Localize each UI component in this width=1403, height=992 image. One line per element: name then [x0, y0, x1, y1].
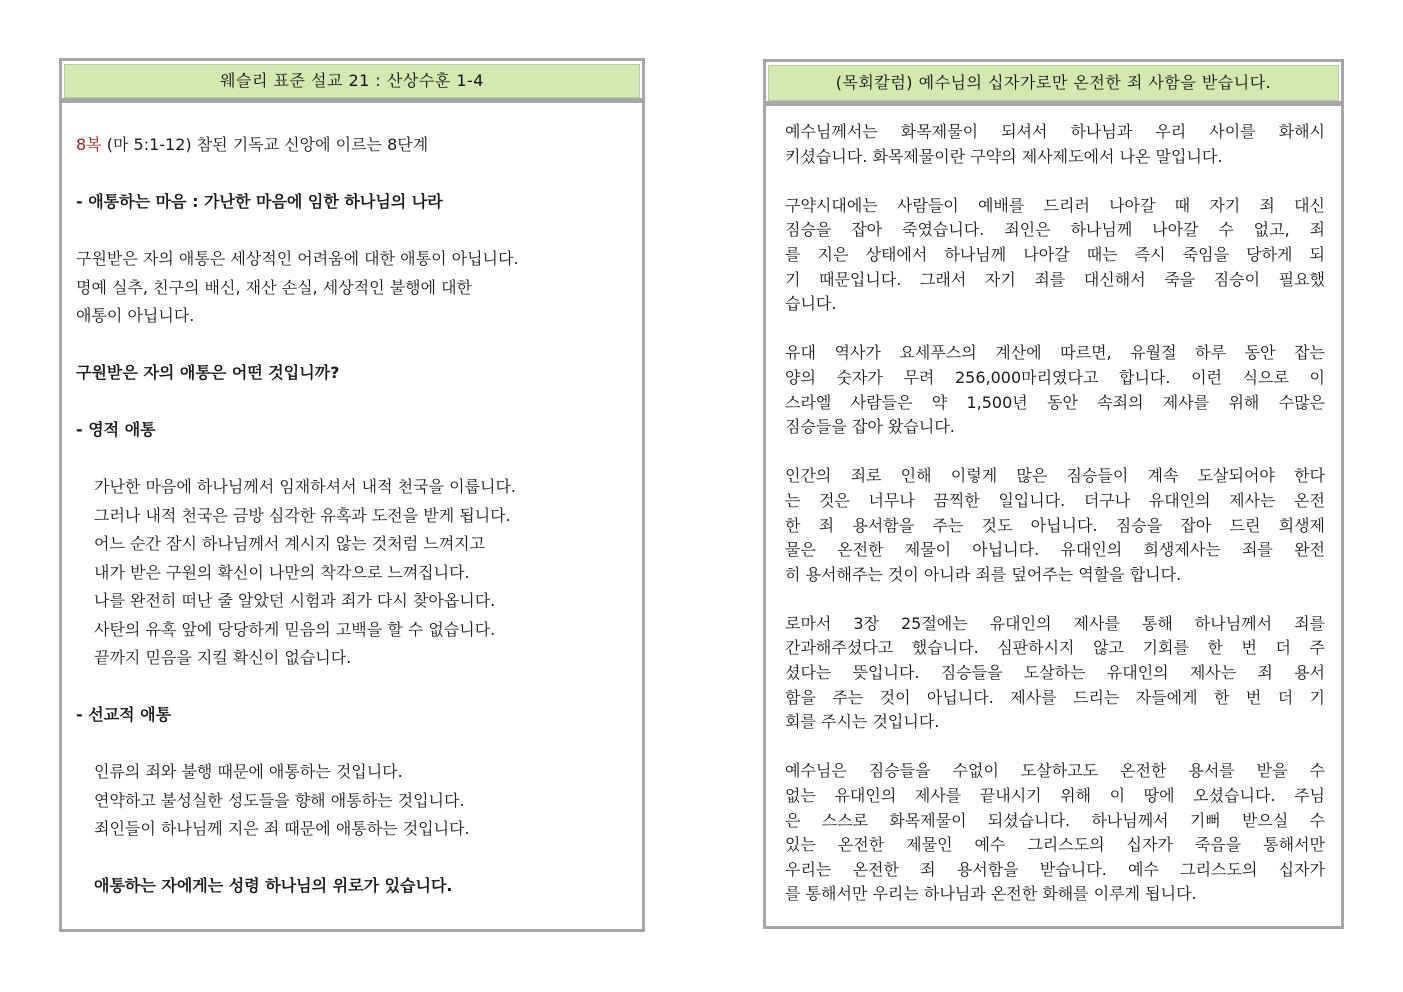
body-line: 그러나 내적 천국은 금방 심각한 유혹과 도전을 받게 됩니다.	[94, 505, 511, 525]
body-line: 죄인들이 하나님께 지은 죄 때문에 애통하는 것입니다.	[94, 819, 470, 838]
right-panel-body	[785, 120, 1325, 932]
question-heading: 구원받은 자의 애통은 어떤 것입니까?	[76, 363, 340, 382]
column-line: 셨다는 뜻입니다. 짐승들을 도살하는 유대인의 제사는 죄 용서	[785, 663, 1325, 683]
column-paragraph	[785, 120, 1325, 169]
body-line: 애통이 아닙니다.	[76, 306, 195, 325]
column-line: 함을 주는 것이 아닙니다. 제사를 드리는 자들에게 한 번 더 기	[785, 687, 1325, 707]
column-line: 인간의 죄로 인해 이렇게 많은 짐승들이 계속 도살되어야 한다	[785, 466, 1325, 486]
column-line: 예수님은 짐승들을 수없이 도살하고도 온전한 용서를 받을 수	[785, 761, 1325, 781]
right-title-divider	[766, 101, 1341, 106]
column-paragraph	[785, 759, 1325, 907]
column-line: 를 통해서만 우리는 하나님과 온전한 화해를 이루게 됩니다.	[785, 884, 1197, 904]
body-line: 사탄의 유혹 앞에 당당하게 믿음의 고백을 할 수 없습니다.	[94, 619, 496, 639]
body-line: 연약하고 불성실한 성도들을 향해 애통하는 것입니다.	[94, 790, 465, 810]
column-line: 우리는 온전한 죄 용서함을 받습니다. 예수 그리스도의 십자가	[785, 859, 1325, 879]
body-line: 명예 실추, 친구의 배신, 재산 손실, 세상적인 불행에 대한	[76, 277, 472, 297]
conclusion-line: 애통하는 자에게는 성령 하나님의 위로가 있습니다.	[94, 876, 453, 895]
column-line: 은 스스로 화목제물이 되셨습니다. 하나님께서 기뻐 받으실 수	[785, 810, 1325, 830]
body-line: 구원받은 자의 애통은 세상적인 어려움에 대한 애통이 아닙니다.	[76, 249, 519, 268]
column-line: 키셨습니다. 화목제물이란 구약의 제사제도에서 나온 말입니다.	[785, 146, 1223, 166]
column-line: 짐승들을 잡아 왔습니다.	[785, 417, 955, 437]
column-paragraph	[785, 612, 1325, 735]
section-heading-spiritual: - 영적 애통	[76, 420, 156, 439]
beatitude-heading	[76, 131, 636, 160]
column-line: 회를 주시는 것입니다.	[785, 712, 940, 732]
column-line: 히 용서해주는 것이 아니라 죄를 덮어주는 역할을 합니다.	[785, 564, 1182, 584]
column-paragraph	[785, 464, 1325, 587]
column-line: 물은 온전한 제물이 아닙니다. 유대인의 희생제사는 죄를 완전	[785, 540, 1325, 560]
left-panel-body	[76, 131, 636, 901]
left-title-divider	[62, 98, 642, 103]
beatitude-heading-accent: 8복	[76, 135, 102, 154]
beatitude-heading-rest: (마 5:1-12) 참된 기독교 신앙에 이르는 8단계	[101, 135, 429, 154]
column-line: 없는 유대인의 제사를 끝내시기 위해 이 땅에 오셨습니다. 주님	[785, 786, 1325, 806]
column-line: 구약시대에는 사람들이 예배를 드리러 나아갈 때 자기 죄 대신	[785, 195, 1325, 215]
body-line: 인류의 죄와 불행 때문에 애통하는 것입니다.	[94, 762, 403, 781]
column-line: 예수님께서는 화목제물이 되셔서 하나님과 우리 사이를 화해시	[785, 122, 1325, 141]
column-line: 스라엘 사람들은 약 1,500년 동안 속죄의 제사를 위해 수많은	[785, 392, 1325, 412]
column-line: 양의 숫자가 무려 256,000마리였다고 합니다. 이런 식으로 이	[785, 367, 1325, 387]
section-heading-missional: - 선교적 애통	[76, 705, 172, 724]
column-line: 있는 온전한 제물인 예수 그리스도의 십자가 죽음을 통해서만	[785, 835, 1325, 855]
column-line: 한 죄 용서함을 주는 것도 아닙니다. 짐승을 잡아 드린 희생제	[785, 515, 1325, 535]
column-line: 는 것은 너무나 끔찍한 일입니다. 더구나 유대인의 제사는 온전	[785, 490, 1325, 510]
left-sermon-panel	[59, 58, 645, 932]
body-line: 나를 완전히 떠난 줄 알았던 시험과 죄가 다시 찾아옵니다.	[94, 591, 496, 610]
body-line: 끝까지 믿음을 지킬 확신이 없습니다.	[94, 648, 352, 667]
section-heading-mourning: - 애통하는 마음 : 가난한 마음에 임한 하나님의 나라	[76, 192, 443, 211]
column-line: 를 지은 상태에서 하나님께 나아갈 때는 즉시 죽임을 당하게 되	[785, 244, 1325, 264]
column-paragraph	[785, 341, 1325, 439]
column-line: 로마서 3장 25절에는 유대인의 제사를 통해 하나님께서 죄를	[785, 613, 1325, 633]
column-line: 유대 역사가 요세푸스의 계산에 따르면, 유월절 하루 동안 잡는	[785, 343, 1325, 363]
right-column-panel	[763, 59, 1344, 929]
column-line: 짐승을 잡아 죽였습니다. 죄인은 하나님께 나아갈 수 없고, 죄	[785, 220, 1325, 240]
right-panel-title: (목회칼럼) 예수님의 십자가로만 온전한 죄 사함을 받습니다.	[768, 65, 1339, 101]
body-line: 어느 순간 잠시 하나님께서 계시지 않는 것처럼 느껴지고	[94, 534, 486, 553]
body-line: 내가 받은 구원의 확신이 나만의 착각으로 느껴집니다.	[94, 562, 470, 582]
column-paragraph	[785, 194, 1325, 317]
left-panel-title: 웨슬리 표준 설교 21 : 산상수훈 1-4	[64, 64, 640, 98]
column-line: 습니다.	[785, 294, 837, 314]
column-line: 기 때문입니다. 그래서 자기 죄를 대신해서 죽을 짐승이 필요했	[785, 269, 1325, 289]
body-line: 가난한 마음에 하나님께서 임재하셔서 내적 천국을 이룹니다.	[94, 477, 517, 496]
column-line: 간과해주셨다고 했습니다. 심판하시지 않고 기회를 한 번 더 주	[785, 638, 1325, 658]
